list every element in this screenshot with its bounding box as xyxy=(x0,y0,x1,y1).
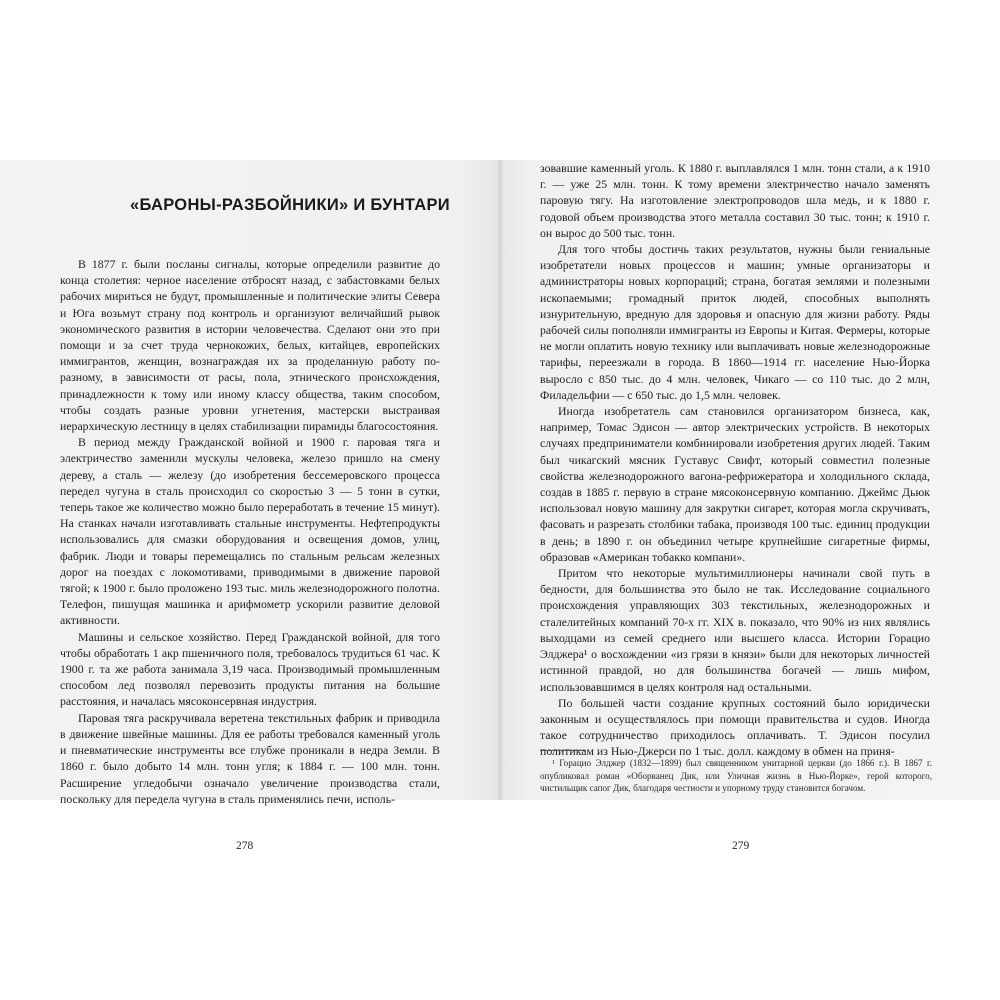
footnote xyxy=(540,757,932,795)
page-number-left: 278 xyxy=(236,840,254,852)
right-page-text xyxy=(540,160,930,760)
footnote-text: ¹ Горацио Элджер (1832—1899) был священником унитарной церкви (до 1866 г.). В 1867 г. опубликовал роман «Оборванец Дик, или Уличная жизнь в Нью-Йорке», герой которого, чистильщик сапог Дик, благодаря честности и упорному труду становится богачом. xyxy=(540,758,932,794)
left-page-text xyxy=(60,256,440,807)
paragraph: В период между Гражданской войной и 1900 г. паровая тяга и электричество заменили мускулы человека, железо пришло на смену дереву, а сталь — железу (до изобретения бессемеровского процесса передел чугуна в сталь происходил со скоростью 3 — 5 тонн в сутки, теперь такое же количество можно было переработать в течение 15 минут). На станках начали изготавливать стальные инструменты. Нефтепродукты использовались для смазки оборудования и освещения домов, улиц, фабрик. Люди и товары перемещались по стальным рельсам железных дорог на поездах с локомотивами, приводимыми в движение паровой тягой; к 1900 г. было проложено 193 тыс. миль железнодорожного полотна. Телефон, пишущая машинка и арифмометр ускорили развитие деловой активности. xyxy=(60,435,440,628)
footnote-divider xyxy=(540,750,586,751)
book-spine xyxy=(498,160,502,800)
paragraph: Для того чтобы достичь таких результатов, нужны были гениальные изобретатели новых процессов и машин; умные организаторы и администраторы новых корпораций; страна, богатая землями и полезными ископаемыми; громадный приток людей, способных выполнять изнурительную, вредную для здоровья и опасную для жизни работу. Ряды рабочей силы пополняли иммигранты из Европы и Китая. Фермеры, которые не могли оплатить новую технику или выплачивать новые железнодорожные тарифы, переезжали в города. В 1860—1914 гг. население Нью-Йорка выросло с 850 тыс. до 4 млн. человек, Чикаго — со 110 тыс. до 2 млн, Филадельфии — с 650 тыс. до 1,5 млн. человек. xyxy=(540,242,930,402)
page-number-right: 279 xyxy=(732,840,750,852)
chapter-title: «БАРОНЫ-РАЗБОЙНИКИ» И БУНТАРИ xyxy=(130,196,450,214)
paragraph: Иногда изобретатель сам становился организатором бизнеса, как, например, Томас Эдисон — автор электрических устройств. В некоторых случаях предприниматели комбинировали изобретения других людей. Таким был чикагский мясник Густавус Свифт, который совместил полезные свойства железнодорожного вагона-рефрижератора и холодильного склада, создав в 1885 г. первую в стране мясоконсервную компанию. Джеймс Дьюк использовал новую машину для закрутки сигарет, которая могла скручивать, фасовать и разрезать столбики табака, производя 100 тыс. единиц продукции в день; в 1890 г. он объединил четыре крупнейшие сигаретные фирмы, образовав «Американ тобакко компани». xyxy=(540,404,930,564)
paragraph: Машины и сельское хозяйство. Перед Гражданской войной, для того чтобы обработать 1 акр пшеничного поля, требовалось трудиться 61 час. К 1900 г. та же работа занимала 3,19 часа. Производимый промышленным способом лед позволял перевозить продукты питания на большие расстояния, и началась мясоконсервная индустрия. xyxy=(60,629,440,709)
paragraph: В 1877 г. были посланы сигналы, которые определили развитие до конца столетия: черное население отбросят назад, с забастовками белых рабочих мириться не будут, промышленные и политические элиты Севера и Юга возьмут страну под контроль и организуют величайший рывок экономического развития в истории человечества. Сделают они это при помощи и за счет труда чернокожих, белых, китайцев, европейских иммигрантов, женщин, вознаграждая их за проделанную работу по-разному, в зависимости от расы, пола, этнического происхождения, принадлежности к тому или иному классу общества, таким способом, чтобы создать разные уровни угнетения, мастерски выстраивая иерархическую лестницу в целях стабилизации пирамиды благосостояния. xyxy=(60,257,440,434)
paragraph: Притом что некоторые мультимиллионеры начинали свой путь в бедности, для большинства это было не так. Исследование социального происхождения управляющих 303 текстильных, железнодорожных и сталелитейных компаний 70-х гг. XIX в. показало, что 90% из них являлись выходцами из семей среднего или высшего класса. Истории Горацио Элджера¹ о восхождении «из грязи в князи» были для некоторых личностей истинной правдой, но для большинства богачей — лишь мифом, использовавшимся в целях контроля над остальными. xyxy=(540,566,930,694)
paragraph: По большей части создание крупных состояний было юридически законным и осуществлялось при помощи правительства и судов. Иногда такое сотрудничество приходилось оплачивать. Т. Эдисон посулил политикам из Нью-Джерси по 1 тыс. долл. каждому в обмен на приня- xyxy=(540,695,930,759)
paragraph: Паровая тяга раскручивала веретена текстильных фабрик и приводила в движение швейные машины. Для ее работы требовался каменный уголь и пневматические инструменты все глубже проникали в недра Земли. В 1860 г. было добыто 14 млн. тонн угля; к 1884 г. — 100 млн. тонн. Расширение угледобычи означало увеличение производства стали, поскольку для передела чугуна в сталь применялись печи, исполь- xyxy=(60,710,440,806)
paragraph: зовавшие каменный уголь. К 1880 г. выплавлялся 1 млн. тонн стали, а к 1910 г. — уже 25 млн. тонн. К тому времени электричество начало заменять паровую тягу. На изготовление электропроводов шла медь, и к 1880 г. годовой объем производства этого металла составил 30 тыс. тонн; к 1910 г. он вырос до 500 тыс. тонн. xyxy=(540,161,930,240)
